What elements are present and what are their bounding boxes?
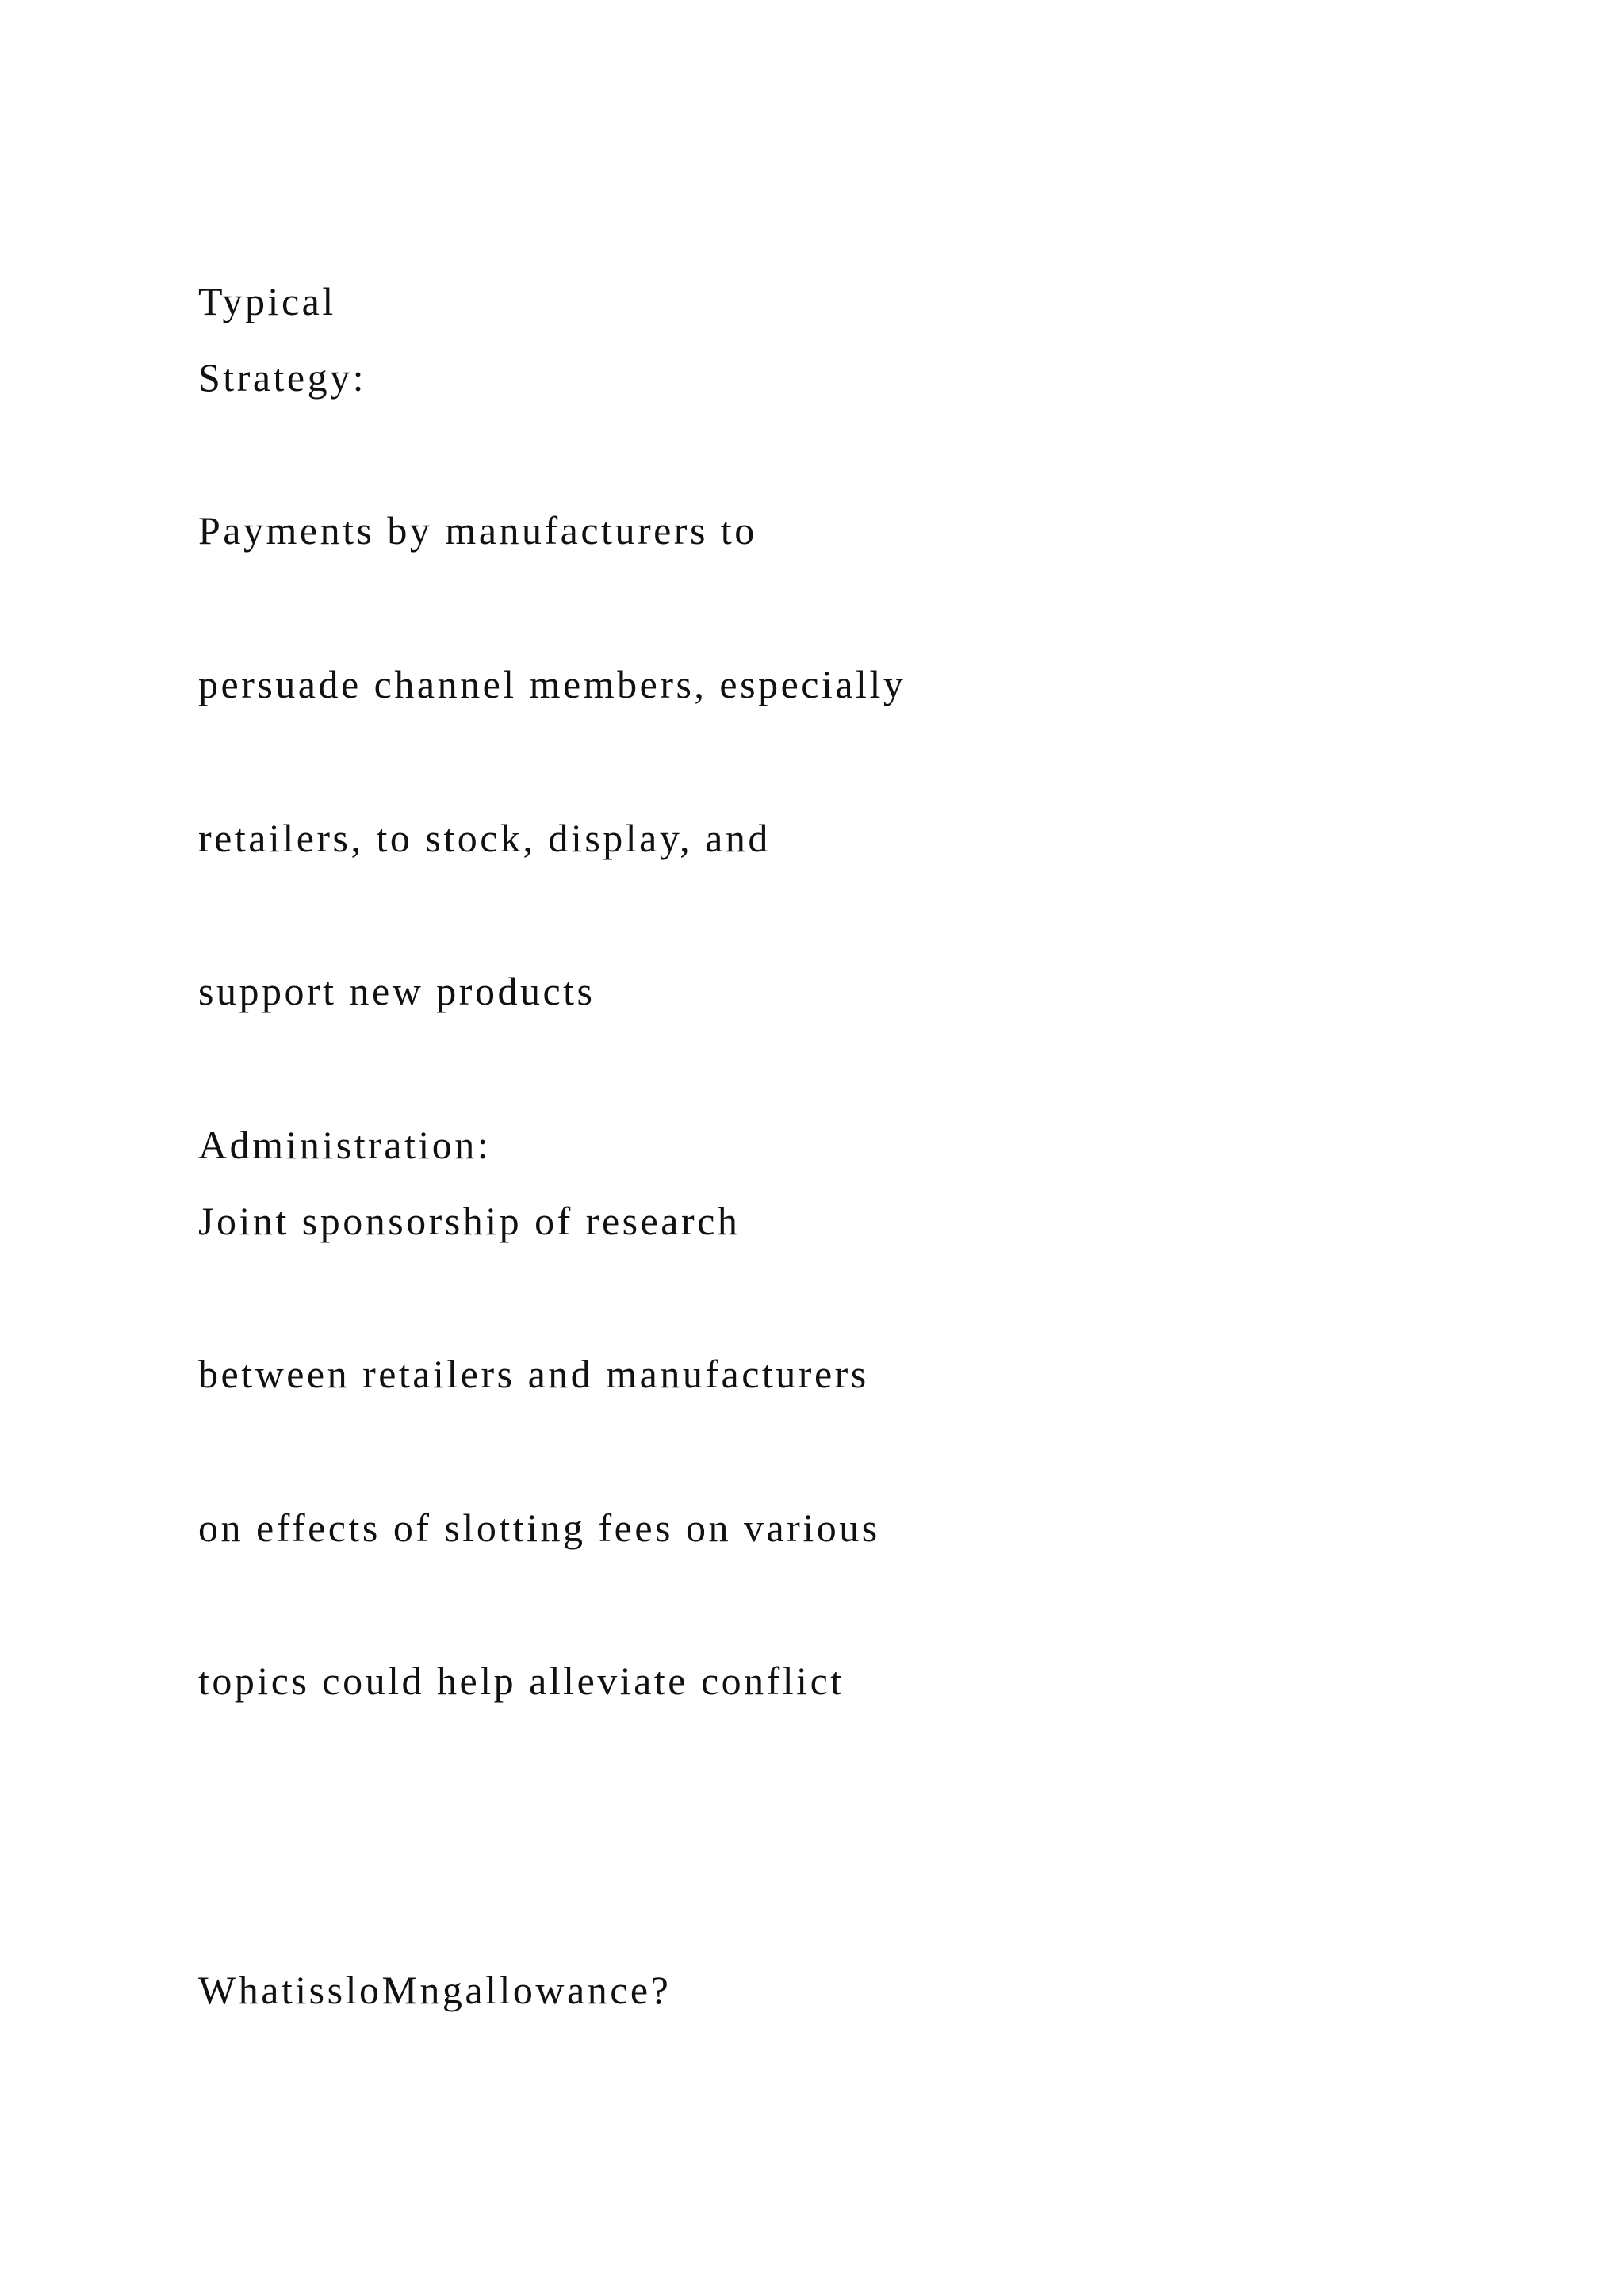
text-strategy-line-3: retailers, to stock, display, and <box>198 816 771 860</box>
text-strategy-line-2: persuade channel members, especially <box>198 662 906 706</box>
text-administration-line-4: topics could help alleviate conflict <box>198 1659 845 1703</box>
text-administration-heading: Administration: <box>198 1123 492 1167</box>
text-strategy-heading: Strategy: <box>198 355 367 400</box>
text-strategy-line-4: support new products <box>198 969 596 1013</box>
text-administration-line-1: Joint sponsorship of research <box>198 1199 741 1243</box>
text-question: WhatissloMngallowance? <box>198 1968 672 2012</box>
text-administration-line-3: on effects of slotting fees on various <box>198 1506 880 1550</box>
text-typical: Typical <box>198 279 336 323</box>
text-strategy-line-1: Payments by manufacturers to <box>198 508 757 553</box>
text-administration-line-2: between retailers and manufacturers <box>198 1352 869 1396</box>
